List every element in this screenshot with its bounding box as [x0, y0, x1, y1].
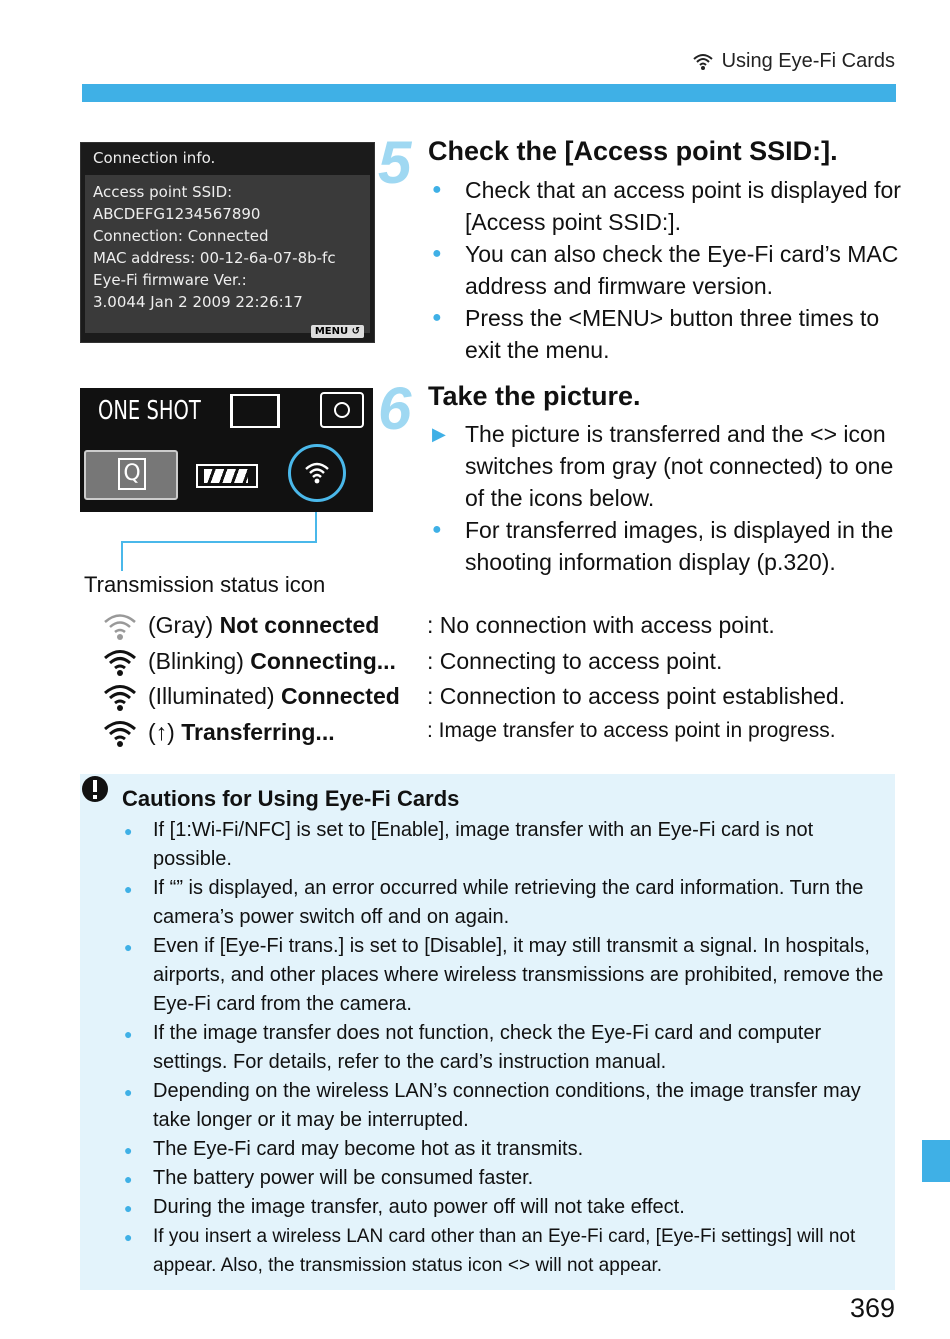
transmission-status-icon: [288, 444, 346, 502]
menu-button-icon: MENU ↺: [311, 325, 364, 338]
callout-label: Transmission status icon: [84, 572, 326, 597]
connection-info-screen: [80, 142, 375, 343]
caution-item: ● The Eye-Fi card may become hot as it transmits.: [124, 1135, 884, 1164]
step6-bullets: [432, 418, 902, 578]
shooting-info-screen: [80, 388, 373, 512]
screen-row: ABCDEFG1234567890: [93, 205, 261, 223]
page-number: 369: [849, 1293, 895, 1323]
wifi-transferring-icon: [100, 719, 140, 749]
status-label: (Blinking) Connecting...: [148, 647, 396, 674]
caution-item: ● If [1:Wi-Fi/NFC] is set to [Enable], image transfer with an Eye-Fi card is not possible.: [124, 816, 884, 874]
caution-item: ● The battery power will be consumed faster.: [124, 1164, 884, 1193]
status-desc: : Connection to access point established.: [427, 683, 846, 709]
screen-row: 3.0044 Jan 2 2009 22:26:17: [93, 293, 303, 311]
caution-item: ● During the image transfer, auto power off will not take effect.: [124, 1193, 884, 1222]
wifi-icon: [692, 53, 714, 71]
bullet-item: ● You can also check the Eye-Fi card’s MAC address and firmware version.: [432, 238, 902, 302]
quick-control-button: [84, 450, 178, 500]
bullet-item: ● Press the <MENU> button three times to exit the menu.: [432, 302, 902, 366]
status-desc: : Image transfer to access point in progress.: [427, 718, 836, 742]
battery-icon: [196, 464, 258, 488]
q-label: Q: [118, 458, 146, 490]
screen-row: Eye-Fi firmware Ver.:: [93, 271, 247, 289]
caution-list: [124, 816, 884, 1280]
step-number: 5: [378, 129, 412, 196]
wifi-blinking-icon: [100, 648, 140, 678]
screen-row: MAC address: 00-12-6a-07-8b-fc: [93, 249, 336, 267]
step-number: 6: [378, 375, 412, 442]
callout-line: [121, 541, 317, 543]
caution-icon: [80, 774, 110, 804]
caution-item: ● Depending on the wireless LAN’s connection conditions, the image transfer may take longer or it may be interrupted.: [124, 1077, 884, 1135]
screen-body: [85, 175, 370, 333]
step-title: Take the picture.: [428, 381, 641, 411]
status-label: (↑) Transferring...: [148, 718, 335, 745]
af-area-icon: [230, 394, 280, 428]
step-title: Check the [Access point SSID:].: [428, 136, 838, 166]
bullet-item: ● Check that an access point is displayed for [Access point SSID:].: [432, 174, 902, 238]
screen-row: Access point SSID:: [93, 183, 233, 201]
status-label: (Gray) Not connected: [148, 612, 380, 638]
header-title: Using Eye-Fi Cards: [721, 50, 895, 72]
status-desc: : No connection with access point.: [427, 612, 775, 638]
callout-line: [315, 512, 317, 542]
screen-row: Connection: Connected: [93, 227, 269, 245]
af-mode-label: ONE SHOT: [98, 396, 201, 426]
caution-box: [80, 774, 895, 1290]
status-label: (Illuminated) Connected: [148, 683, 400, 709]
caution-item: ● Even if [Eye-Fi trans.] is set to [Disable], it may still transmit a signal. In hospitals, airports, and other places where wireless transmissions are prohibited, remove the Eye-Fi card from the camera.: [124, 932, 884, 1019]
callout-line: [121, 541, 123, 571]
wifi-gray-icon: [100, 612, 140, 642]
screen-title: Connection info.: [93, 149, 216, 167]
step5-bullets: [432, 174, 902, 366]
caution-title: Cautions for Using Eye-Fi Cards: [122, 786, 460, 811]
header-bar: [82, 84, 896, 102]
metering-icon: [320, 392, 364, 428]
wifi-connected-icon: [100, 683, 140, 713]
section-tab: [922, 1140, 950, 1182]
bullet-item: ● For transferred images, is displayed in the shooting information display (p.320).: [432, 514, 902, 578]
running-header: [692, 50, 895, 73]
caution-item: ● If the image transfer does not function, check the Eye-Fi card and computer settings. For details, refer to the card’s instruction manual.: [124, 1019, 884, 1077]
wifi-icon: [304, 462, 330, 484]
caution-item: ● If “” is displayed, an error occurred while retrieving the card information. Turn the camera’s power switch off and on again.: [124, 874, 884, 932]
caution-item: ● If you insert a wireless LAN card other than an Eye-Fi card, [Eye-Fi settings] will not appear. Also, the transmission status icon <> will not appear.: [124, 1222, 884, 1280]
status-desc: : Connecting to access point.: [427, 647, 723, 674]
bullet-item: ▶ The picture is transferred and the <> icon switches from gray (not connected) to one of the icons below.: [432, 418, 902, 514]
